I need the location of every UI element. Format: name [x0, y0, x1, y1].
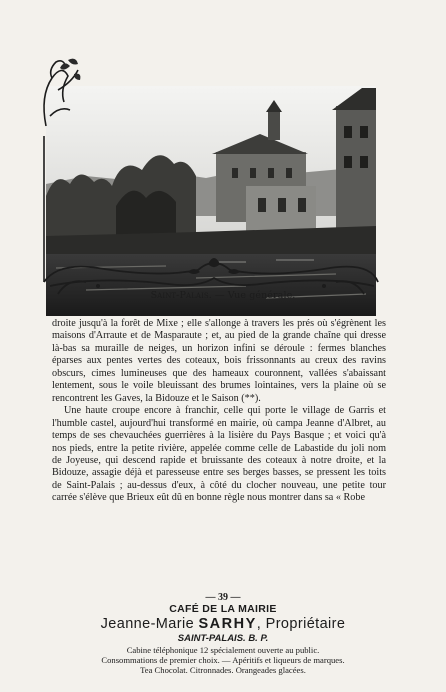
photo-caption [0, 290, 446, 301]
body-text [52, 318, 386, 505]
ad-line-drinks: Consommations de premier choix. — Apéritifs et liqueurs de marques. [101, 655, 345, 665]
page-number: — 39 — [205, 592, 241, 603]
caption-text: — Vue générale. [211, 290, 296, 301]
ad-line-refreshments: Tea Chocolat. Citronnades. Orangeades glacées. [140, 665, 306, 675]
ad-place: SAINT-PALAIS. B. P. [177, 633, 269, 644]
ad-owner-role: , Propriétaire [256, 616, 346, 632]
ad-title: CAFÉ DE LA MAIRIE [169, 603, 277, 615]
paragraph-1: droite jusqu'à la forêt de Mixe ; elle s'allonge à travers les prés où s'égrènent les maisons d'Arraute et de Masparaute ; et, au pied de la grande chaîne qui dresse là-bas sa muraille de neiges, un horizon infini se déroule : fermes blanches éparses aux pentes vertes des coteaux, bois frissonnants au creux des ravins obscurs, cimes lumineuses que des hameaux couronnent, vallées s'abaissant lentement, sous le voile bleuissant des brumes lointaines, vers la plaine où se rencontrent les Gaves, la Bidouze et le Saison (**). [52, 318, 386, 404]
advertisement [0, 603, 446, 675]
ad-owner-last: SARHY [198, 616, 257, 632]
photo-frame [38, 56, 384, 298]
ad-owner-first: Jeanne-Marie [100, 616, 199, 632]
ad-line-phone: Cabine téléphonique 12 spécialement ouverte au public. [126, 645, 320, 655]
ad-owner [0, 616, 446, 633]
caption-place: Saint-Palais. [150, 290, 212, 301]
paragraph-2: Une haute croupe encore à franchir, celle qui porte le village de Garris et l'humble castel, aujourd'hui transformé en mairie, où campa Jeanne d'Albret, au temps de ses chevauchées guerrières à la lisière du Pays Basque ; et voici qu'à nos pieds, entre la petite rivière, appelée comme celle de Labastide du joli nom de Joyeuse, qui descend rapide et bruissante des coteaux à notre droite, et la Bidouze, assagie déjà et paresseuse entre ses berges basses, se pressent les toits de Saint-Palais ; au-dessus d'eux, à côté du clocher nouveau, une petite tour carrée s'élève que Brieux eût dû en bonne règle nous montrer dans sa « Robe [52, 405, 386, 504]
ornamental-frame [38, 56, 384, 298]
